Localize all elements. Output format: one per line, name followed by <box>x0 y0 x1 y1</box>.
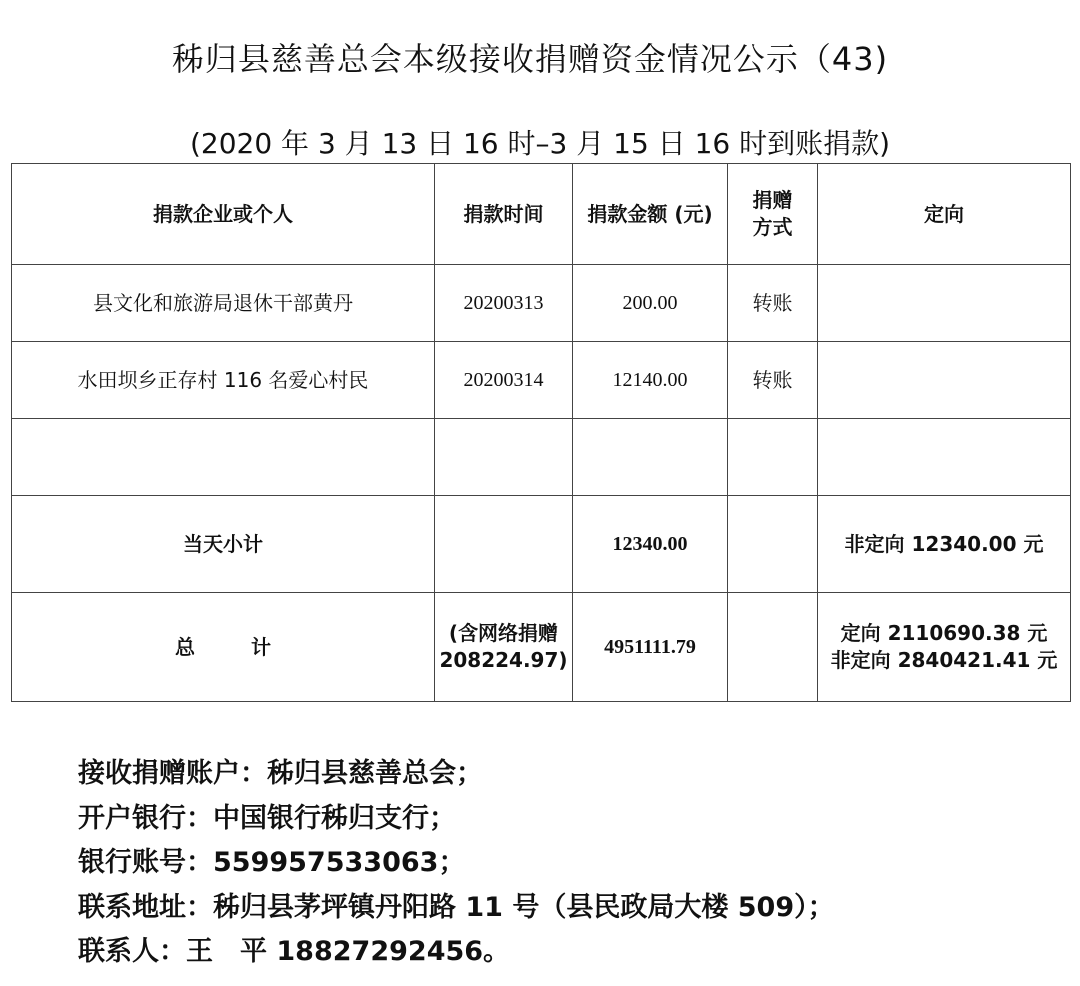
cell-date: 20200314 <box>435 342 573 419</box>
table-row <box>12 265 1071 342</box>
cell-date <box>435 419 573 496</box>
cell-date: 20200313 <box>435 265 573 342</box>
total-row <box>12 593 1071 702</box>
total-note-line1: (含网络捐赠 <box>448 621 559 645</box>
subtotal-method-cell <box>728 496 818 593</box>
bank-name: 开户银行：中国银行秭归支行； <box>78 802 456 834</box>
total-label-part2: 计 <box>251 634 271 659</box>
subtotal-amount: 12340.00 <box>573 496 728 593</box>
donation-table <box>11 163 1071 702</box>
header-direction: 定向 <box>818 164 1071 265</box>
account-name: 接收捐赠账户：秭归县慈善总会； <box>78 758 483 789</box>
total-amount: 4951111.79 <box>573 593 728 702</box>
cell-amount: 200.00 <box>573 265 728 342</box>
header-method <box>728 164 818 265</box>
table-row <box>12 342 1071 419</box>
header-amount: 捐款金额 (元) <box>573 164 728 265</box>
contact-address: 联系地址：秭归县茅坪镇丹阳路 11 号（县民政局大楼 509）； <box>78 891 835 923</box>
subtotal-direction: 非定向 12340.00 元 <box>818 496 1071 593</box>
cell-direction <box>818 342 1071 419</box>
total-direction <box>818 593 1071 702</box>
total-method-cell <box>728 593 818 702</box>
table-row <box>12 419 1071 496</box>
account-number: 银行账号：559957533063； <box>78 847 466 878</box>
contact-person: 联系人：王 平 18827292456。 <box>78 936 511 967</box>
cell-direction <box>818 265 1071 342</box>
cell-method <box>728 419 818 496</box>
header-method-line2: 方式 <box>752 215 793 239</box>
cell-amount <box>573 419 728 496</box>
total-label-part1: 总 <box>175 634 195 659</box>
table-header-row <box>12 164 1071 265</box>
subtotal-label: 当天小计 <box>12 496 435 593</box>
account-info <box>78 752 835 975</box>
page-subtitle: (2020 年 3 月 13 日 16 时–3 月 15 日 16 时到账捐款) <box>189 127 891 160</box>
subtotal-row <box>12 496 1071 593</box>
cell-donor <box>12 419 435 496</box>
cell-donor: 水田坝乡正存村 116 名爱心村民 <box>12 342 435 419</box>
total-note <box>435 593 573 702</box>
total-direction-line2: 非定向 2840421.41 元 <box>830 648 1058 672</box>
subtotal-date-cell <box>435 496 573 593</box>
total-direction-line1: 定向 2110690.38 元 <box>840 621 1048 645</box>
header-donor: 捐款企业或个人 <box>12 164 435 265</box>
total-label <box>12 593 435 702</box>
cell-amount: 12140.00 <box>573 342 728 419</box>
total-note-line2: 208224.97) <box>439 648 568 672</box>
cell-method: 转账 <box>728 265 818 342</box>
page-title: 秭归县慈善总会本级接收捐赠资金情况公示（43) <box>171 40 889 78</box>
header-date: 捐款时间 <box>435 164 573 265</box>
cell-donor: 县文化和旅游局退休干部黄丹 <box>12 265 435 342</box>
header-method-line1: 捐赠 <box>752 188 793 212</box>
cell-method: 转账 <box>728 342 818 419</box>
cell-direction <box>818 419 1071 496</box>
